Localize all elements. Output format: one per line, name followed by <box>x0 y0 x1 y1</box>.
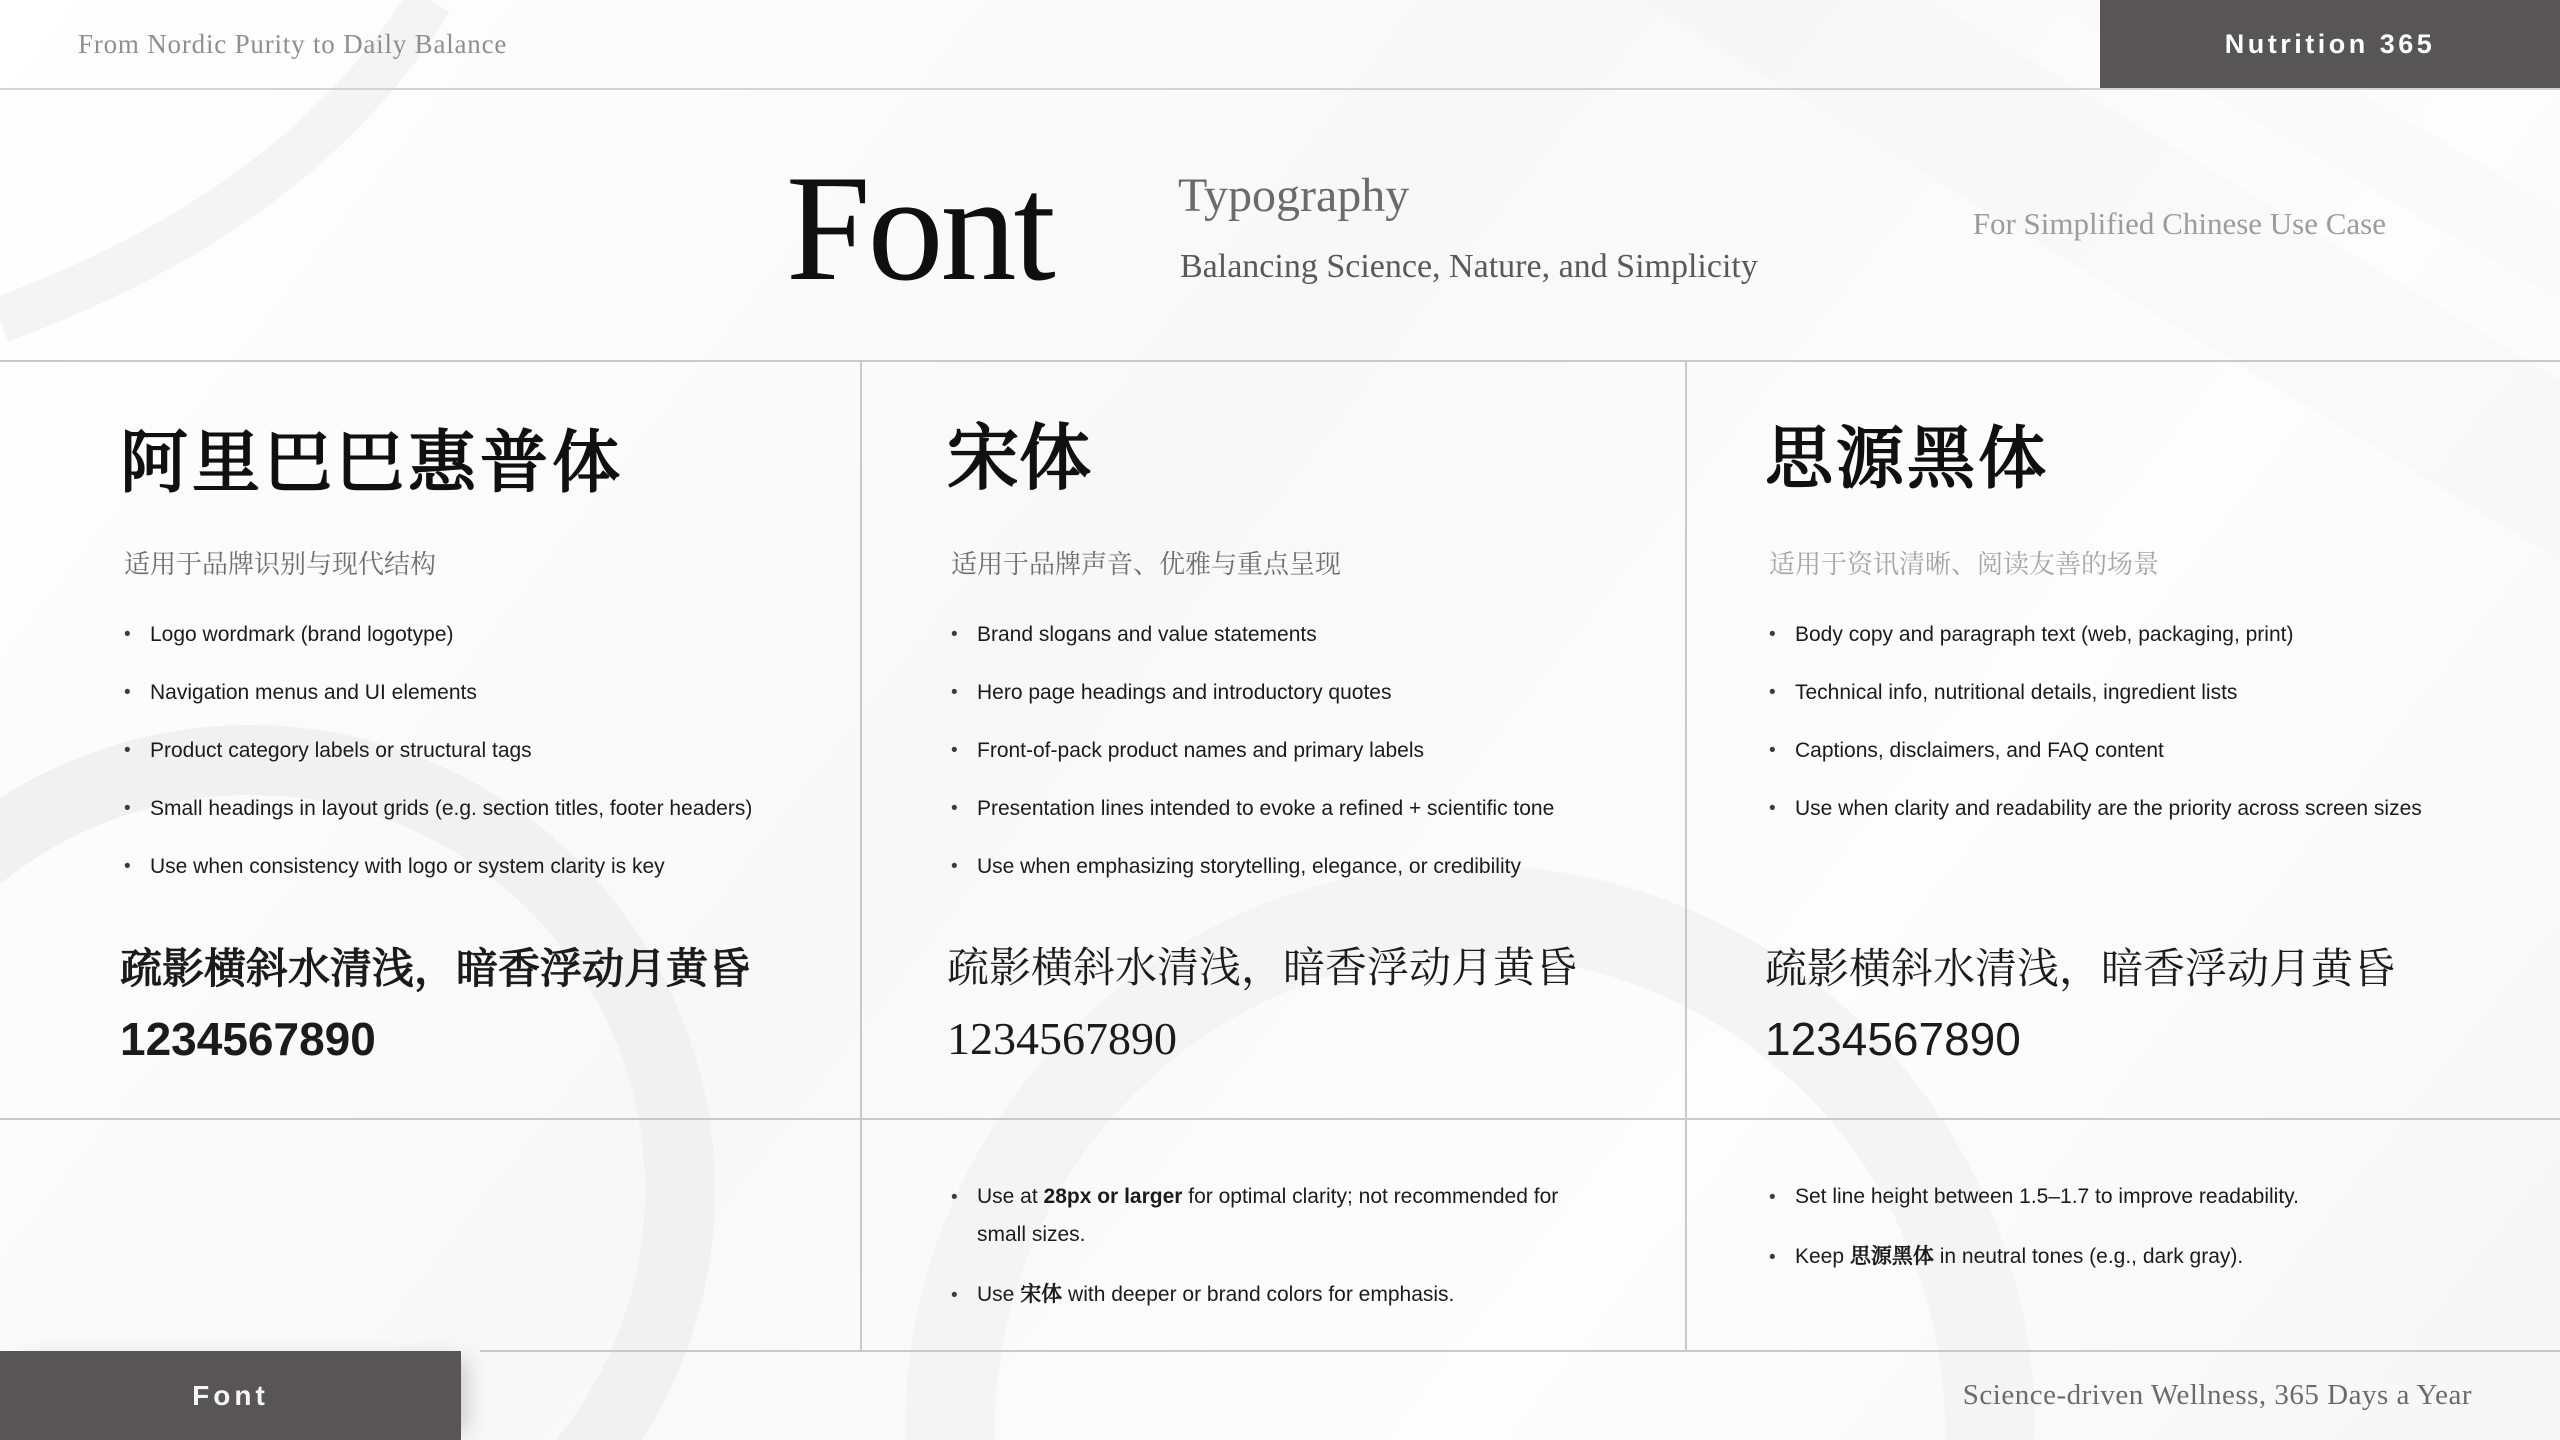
sample-text: 疏影横斜水清浅，暗香浮动月黄昏 <box>947 946 1578 992</box>
usage-item: • Captions, disclaimers, and FAQ content <box>1765 734 2422 768</box>
usage-item: • Navigation menus and UI elements <box>120 676 752 710</box>
font-column-source-han <box>1765 360 2525 1352</box>
usage-item: • Presentation lines intended to evoke a refined + scientific tone <box>947 792 1554 826</box>
usage-list <box>120 618 752 908</box>
footer-slogan: Science-driven Wellness, 365 Days a Year <box>1962 1379 2472 1411</box>
notes-list <box>947 1178 1607 1336</box>
usage-item: • Front-of-pack product names and primary labels <box>947 734 1554 768</box>
sample-numbers: 1234567890 <box>120 1013 376 1065</box>
divider-vertical-2 <box>1685 360 1687 1352</box>
column-heading: 思源黑体 <box>1765 421 2050 497</box>
usage-item: • Small headings in layout grids (e.g. section titles, footer headers) <box>120 792 752 826</box>
font-sample <box>947 948 1577 1062</box>
font-sample <box>120 945 751 1065</box>
column-description: 适用于品牌声音、优雅与重点呈现 <box>951 549 1342 579</box>
usage-list <box>1765 618 2422 850</box>
section-title: Typography <box>1178 169 1410 222</box>
sample-numbers: 1234567890 <box>1765 1013 2021 1065</box>
column-heading: 宋体 <box>947 419 1092 499</box>
brand-badge <box>2100 0 2560 88</box>
usage-item: • Body copy and paragraph text (web, packaging, print) <box>1765 618 2422 652</box>
column-description: 适用于品牌识别与现代结构 <box>124 549 437 579</box>
usage-item: • Product category labels or structural tags <box>120 734 752 768</box>
notes-list <box>1765 1178 2425 1298</box>
note-item: • Use 宋体 with deeper or brand colors for emphasis. <box>947 1276 1607 1314</box>
footer-tab <box>0 1351 461 1440</box>
section-subtitle: Balancing Science, Nature, and Simplicity <box>1180 248 1758 285</box>
top-bar <box>0 0 2560 90</box>
note-item: • Set line height between 1.5–1.7 to improve readability. <box>1765 1178 2425 1216</box>
top-tagline: From Nordic Purity to Daily Balance <box>78 28 508 59</box>
usage-item: • Brand slogans and value statements <box>947 618 1554 652</box>
font-sample <box>1765 945 2396 1065</box>
divider-vertical-1 <box>860 360 862 1352</box>
usage-item: • Use when emphasizing storytelling, elegance, or credibility <box>947 850 1554 884</box>
footer-tab-label: Font <box>192 1379 269 1411</box>
brand-badge-label: Nutrition 365 <box>2224 28 2436 59</box>
font-column-huipu <box>120 360 820 1352</box>
column-heading: 阿里巴巴惠普体 <box>120 425 625 501</box>
sample-numbers: 1234567890 <box>947 1013 1177 1064</box>
page-title: Font <box>786 144 1053 312</box>
sample-text: 疏影横斜水清浅，暗香浮动月黄昏 <box>1765 945 2396 992</box>
usage-list <box>947 618 1554 908</box>
sample-text: 疏影横斜水清浅，暗香浮动月黄昏 <box>120 945 751 992</box>
usage-item: • Technical info, nutritional details, ingredient lists <box>1765 676 2422 710</box>
use-case-label: For Simplified Chinese Use Case <box>1972 206 2386 241</box>
usage-item: • Use when consistency with logo or system clarity is key <box>120 850 752 884</box>
font-column-songti <box>947 360 1647 1352</box>
usage-item: • Hero page headings and introductory quotes <box>947 676 1554 710</box>
usage-item: • Logo wordmark (brand logotype) <box>120 618 752 652</box>
note-item: • Use at 28px or larger for optimal clarity; not recommended for small sizes. <box>947 1178 1607 1254</box>
usage-item: • Use when clarity and readability are the priority across screen sizes <box>1765 792 2422 826</box>
column-description: 适用于资讯清晰、阅读友善的场景 <box>1769 549 2160 579</box>
note-item: • Keep 思源黑体 in neutral tones (e.g., dark gray). <box>1765 1238 2425 1276</box>
